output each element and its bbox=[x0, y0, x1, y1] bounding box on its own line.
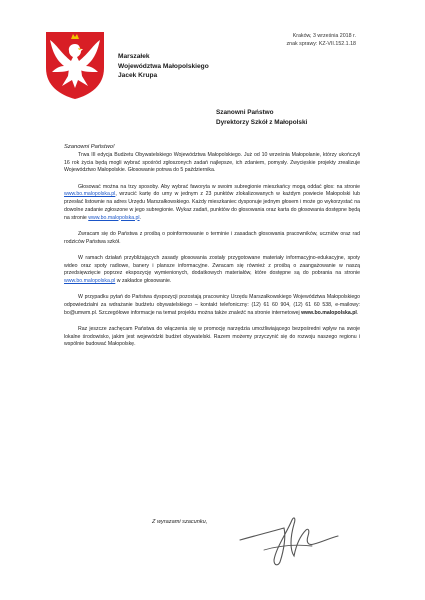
website-link[interactable]: www.bo.malopolska.pl bbox=[64, 191, 116, 198]
paragraph-1: Trwa III edycja Budżetu Obywatelskiego Województwa Małopolskiego. Już od 10 września Małopolanie, którzy ukończyli 16 rok życia będą mogli wybrać spośród zgłoszonych zadań najlepsze, ich zdaniem, pomysły. Zwycięskie projekty zrealizuje Województwo Małopolskie. Głosowanie potrwa do 5 października. bbox=[64, 152, 360, 174]
website-link[interactable]: www.bo.malopolska.pl bbox=[88, 214, 140, 221]
website-bold: www.bo.malopolska.pl bbox=[301, 309, 357, 316]
recipient-block bbox=[216, 108, 307, 127]
website-link[interactable]: www.bo.malopolska.pl bbox=[64, 277, 116, 284]
paragraph-4: W ramach działań przybliżających zasady głosowania zostały przygotowane materiały informacyjno-edukacyjne, spoty wideo oraz spoty radiowe, banery i plansze informacyjne. Zwracam się również z prośbą o zaangażowanie w naszą przedsięwzięcie poprzez ekspozycję wymienionych, dodatkowych materiałów, które dostępne są do pobrania na stronie www.bo.malopolska.pl w zakładce głosowanie. bbox=[64, 254, 360, 284]
letter-body bbox=[64, 152, 360, 358]
paragraph-3: Zwracam się do Państwa z prośbą o poinformowanie o terminie i zasadach głosowania pracowników, uczniów oraz rad rodziców Państwa szkół. bbox=[64, 230, 360, 245]
letter-date: Kraków, 3 września 2018 r. bbox=[292, 33, 356, 39]
malopolska-coat-of-arms-icon bbox=[44, 30, 106, 100]
recipient-greeting: Szanowni Państwo bbox=[216, 109, 274, 116]
recipient-group: Dyrektorzy Szkół z Małopolski bbox=[216, 118, 308, 126]
salutation: Szanowni Państwo! bbox=[64, 144, 115, 150]
closing-phrase: Z wyrazami szacunku, bbox=[152, 519, 208, 525]
sender-title: Marszałek bbox=[118, 53, 150, 60]
letter-meta bbox=[256, 32, 356, 48]
sender-block bbox=[118, 52, 209, 81]
paragraph-6: Raz jeszcze zachęcam Państwa do włączenia się w promocję narzędzia umożliwiającego bezpośredni wpływ na swoje lokalne środowisko, jakim jest wojewódzki budżet obywatelski. Razem możemy przyczynić się do rozwoju naszego regionu i wspólnie budować Małopolskę. bbox=[64, 325, 360, 348]
paragraph-5: W przypadku pytań do Państwa dyspozycji pozostają pracownicy Urzędu Marszałkowskiego Województwa Małopolskiego odpowiedzialni za wdrażanie budżetu obywatelskiego – kontakt telefoniczny: (12) 61 60 904, (12) 61 60 538, e-mailowy: bo@umwm.pl. Szczegółowe informacje na temat projektu można także znaleźć na stronie internetowej www.bo.malopolska.pl. bbox=[64, 294, 360, 316]
case-reference: znak sprawy: KZ-VII.152.1.18 bbox=[286, 41, 356, 47]
sender-office: Województwa Małopolskiego bbox=[118, 62, 209, 70]
sender-name: Jacek Krupa bbox=[118, 72, 158, 79]
paragraph-2: Głosować można na trzy sposoby. Aby wybrać faworyta w swoim subregionie mieszkańcy mogą oddać głos: na stronie www.bo.malopolska.pl, wrzucić kartę do urny w jednym z 23 punktów zlokalizowanych w każdym powiecie Małopolski lub przesłać listownie na adres Urzędu Marszałkowskiego. Każdy mieszkaniec dysponuje jednym głosem i może go wykorzystać na dowolne zadanie zgłoszone w jego subregionie. Wykaz zadań, punktów do głosowania oraz karta do głosowania dostępne będą na stronie www.bo.malopolska.pl. bbox=[64, 183, 360, 221]
handwritten-signature bbox=[234, 506, 344, 570]
